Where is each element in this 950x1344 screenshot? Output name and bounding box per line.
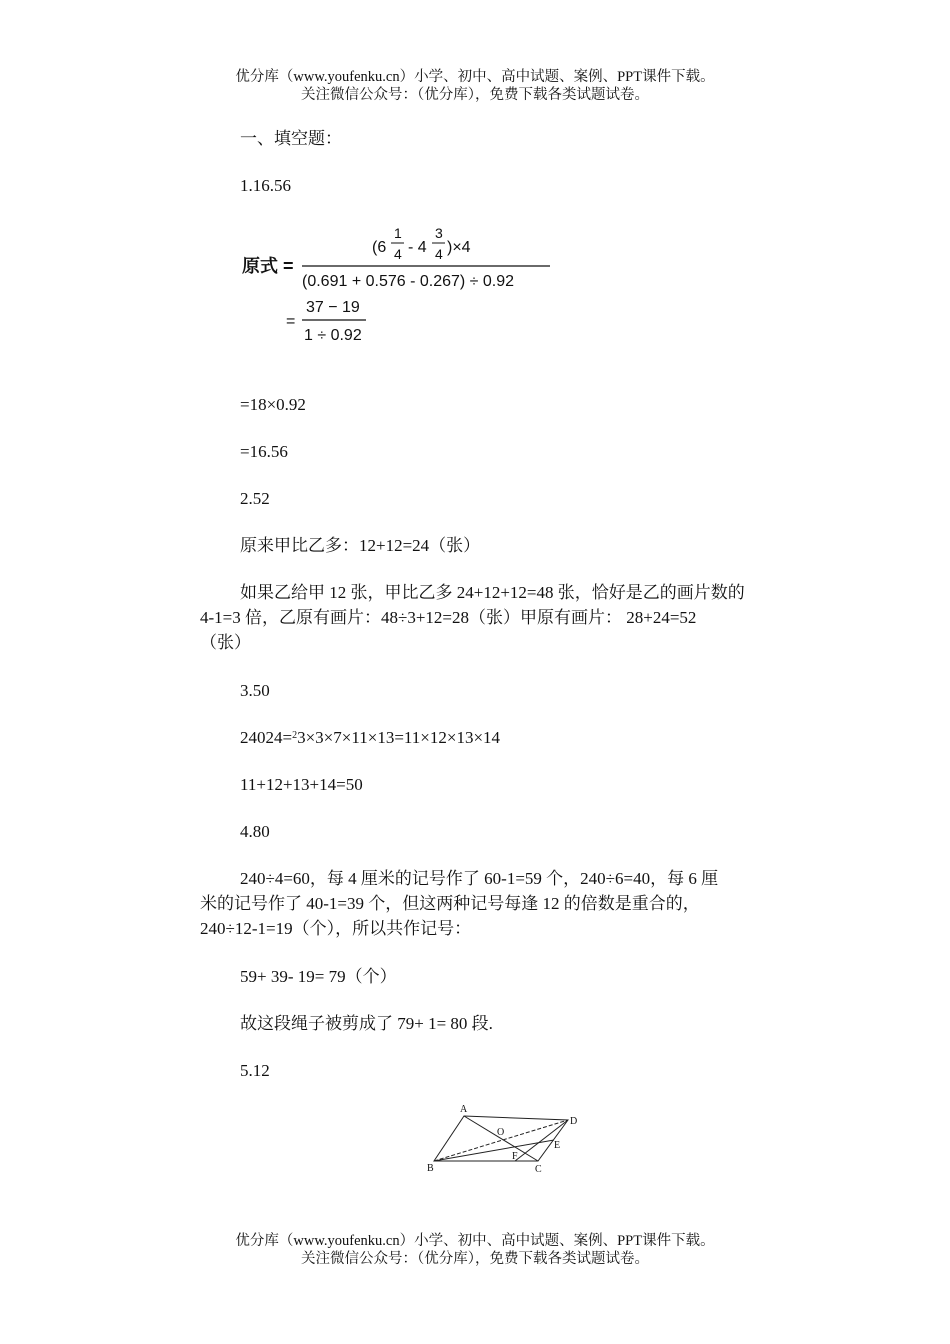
q4-para-line-2: 米的记号作了 40-1=39 个，但这两种记号每逢 12 的倍数是重合的， bbox=[200, 894, 700, 913]
q3-factor-a: 24024= bbox=[240, 728, 293, 747]
section-title: 一、填空题： bbox=[240, 129, 342, 148]
q1-formula-svg bbox=[240, 220, 570, 350]
q4-calc: 59+ 39- 19= 79（个） bbox=[240, 967, 397, 986]
q1-answer: 1.16.56 bbox=[240, 176, 291, 195]
label-e: E bbox=[554, 1140, 561, 1151]
q4-paragraph bbox=[200, 866, 810, 941]
num-open: (6 bbox=[372, 239, 387, 256]
q2-line-1: 原来甲比乙多：12+12=24（张） bbox=[240, 536, 481, 555]
label-b: B bbox=[427, 1163, 434, 1174]
q4-para-line-1: 240÷4=60，每 4 厘米的记号作了 60-1=59 个，240÷6=40，每 6 厘 bbox=[240, 869, 719, 888]
label-a: A bbox=[460, 1104, 468, 1115]
formula-lhs: 原式 = bbox=[242, 256, 294, 276]
q5-geometry-figure bbox=[420, 1100, 600, 1180]
page-footer bbox=[0, 1232, 950, 1268]
q2-para-line-2: 4-1=3 倍，乙原有画片：48÷3+12=28（张）甲原有画片： 28+24=52 bbox=[200, 608, 697, 627]
den2: 1 ÷ 0.92 bbox=[304, 327, 362, 344]
q1-step-2: =16.56 bbox=[240, 442, 288, 461]
q2-para-line-3: （张） bbox=[200, 633, 251, 652]
footer-line-1: 优分库（www.youfenku.cn）小学、初中、高中试题、案例、PPT课件下载。 bbox=[235, 1233, 715, 1249]
q4-conclusion: 故这段绳子被剪成了 79+ 1= 80 段. bbox=[240, 1014, 493, 1033]
q5-answer: 5.12 bbox=[240, 1061, 270, 1080]
q4-answer: 4.80 bbox=[240, 822, 270, 841]
q5-figure-svg bbox=[420, 1100, 600, 1180]
eq2-sign: = bbox=[286, 313, 296, 330]
q3-factorization bbox=[240, 726, 500, 750]
q2-paragraph bbox=[200, 580, 810, 655]
q1-step-1: =18×0.92 bbox=[240, 395, 306, 414]
header-line-1: 优分库（www.youfenku.cn）小学、初中、高中试题、案例、PPT课件下载。 bbox=[235, 69, 715, 85]
frac1-num: 1 bbox=[394, 225, 402, 241]
q2-answer: 2.52 bbox=[240, 489, 270, 508]
header-line-2: 关注微信公众号：（优分库），免费下载各类试题试卷。 bbox=[301, 87, 649, 103]
q3-sum: 11+12+13+14=50 bbox=[240, 775, 363, 794]
num-mid: - 4 bbox=[408, 239, 427, 256]
formula-den: (0.691 + 0.576 - 0.267) ÷ 0.92 bbox=[302, 273, 515, 290]
num2: 37 − 19 bbox=[306, 299, 360, 316]
label-d: D bbox=[570, 1116, 578, 1127]
q1-formula bbox=[240, 220, 570, 350]
frac2-den: 4 bbox=[435, 246, 443, 262]
q3-factor-sup: 2 bbox=[292, 730, 298, 741]
q3-answer: 3.50 bbox=[240, 681, 270, 700]
footer-line-2: 关注微信公众号：（优分库），免费下载各类试题试卷。 bbox=[301, 1251, 649, 1267]
q3-factor-b: 3×3×7×11×13=11×12×13×14 bbox=[297, 728, 501, 747]
num-close: )×4 bbox=[447, 239, 471, 256]
label-c: C bbox=[535, 1164, 542, 1175]
q2-para-line-1: 如果乙给甲 12 张，甲比乙多 24+12+12=48 张，恰好是乙的画片数的 bbox=[240, 583, 745, 602]
label-o: O bbox=[497, 1127, 505, 1138]
page-header bbox=[0, 68, 950, 104]
frac1-den: 4 bbox=[394, 246, 402, 262]
frac2-num: 3 bbox=[435, 225, 443, 241]
q4-para-line-3: 240÷12-1=19（个），所以共作记号： bbox=[200, 919, 472, 938]
label-f: F bbox=[512, 1151, 518, 1162]
